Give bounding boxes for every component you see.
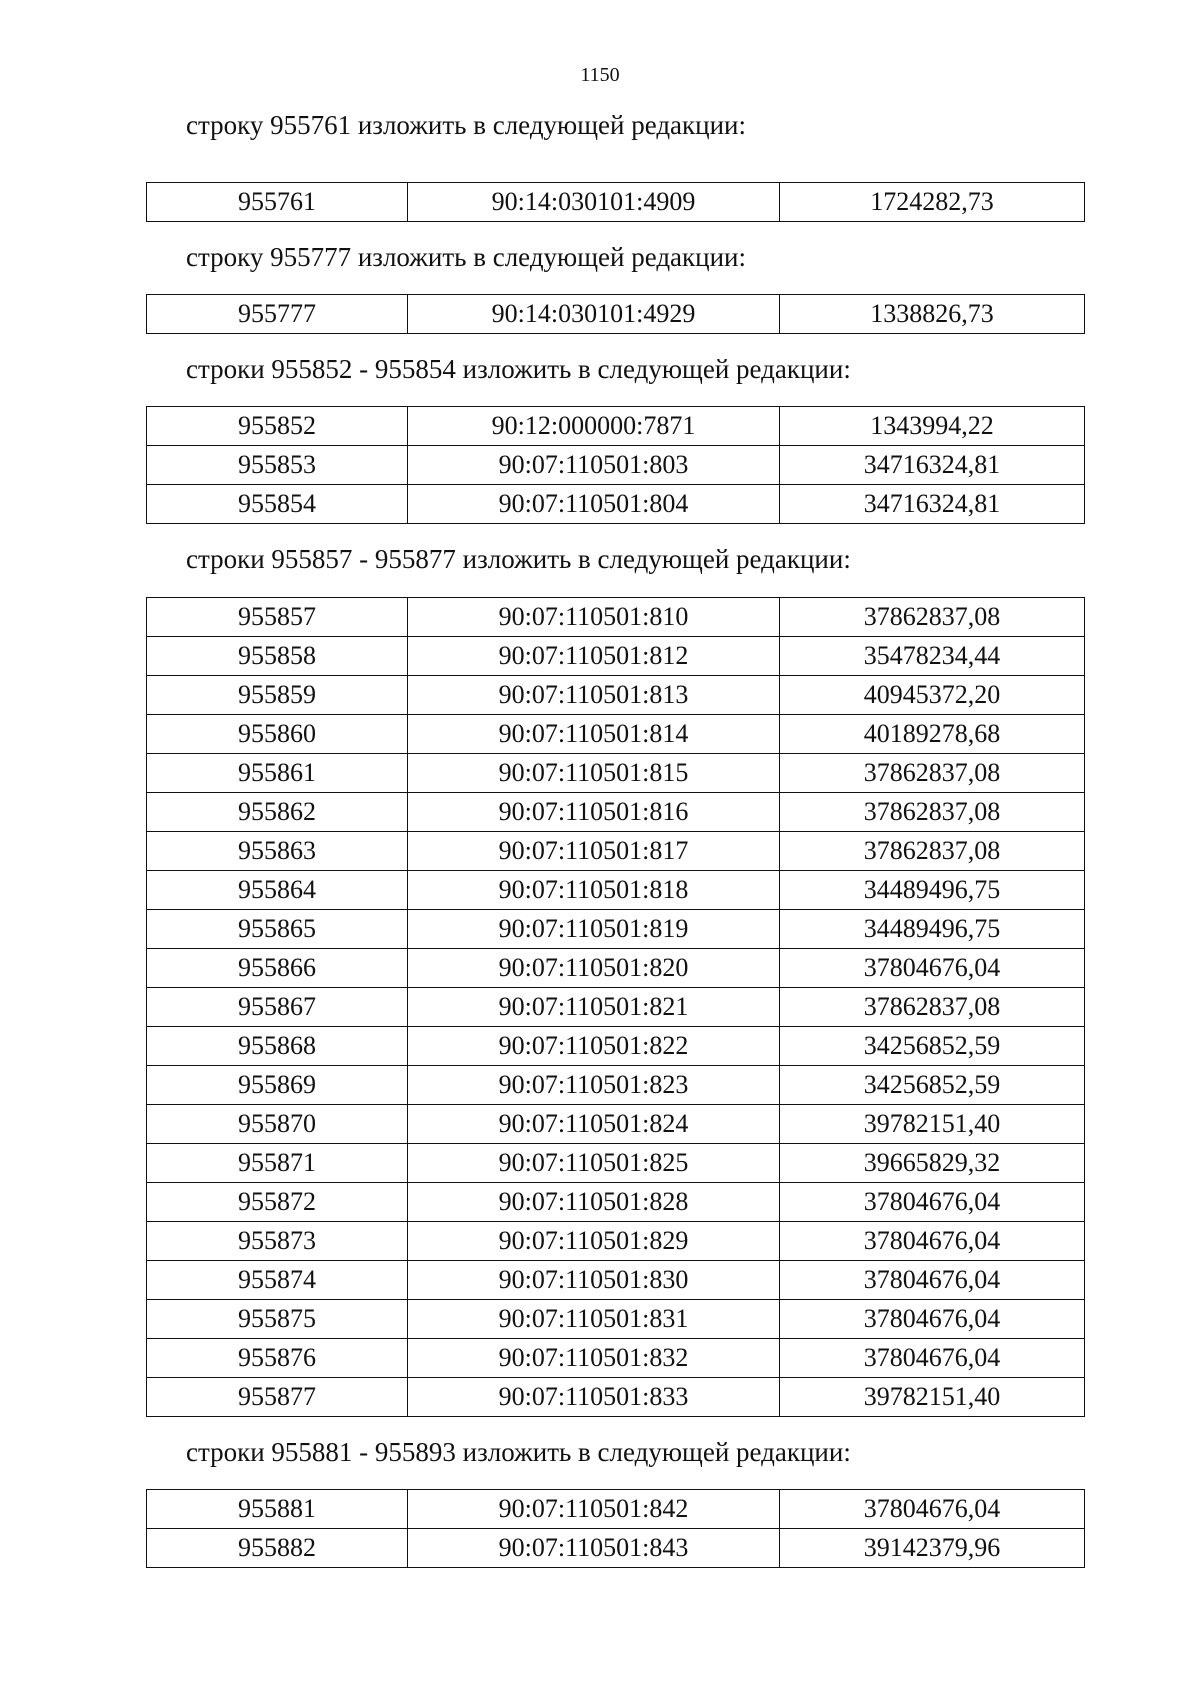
value-cell: 37862837,08 [780, 832, 1085, 871]
value-cell: 34256852,59 [780, 1066, 1085, 1105]
table-row [147, 1105, 1085, 1144]
row-number-cell: 955875 [147, 1300, 408, 1339]
cadastral-number-cell: 90:07:110501:822 [408, 1027, 780, 1066]
value-cell: 37804676,04 [780, 1261, 1085, 1300]
data-table [146, 406, 1085, 524]
value-cell: 39142379,96 [780, 1529, 1085, 1568]
data-table [146, 294, 1085, 334]
cadastral-number-cell: 90:07:110501:833 [408, 1378, 780, 1417]
cadastral-number-cell: 90:07:110501:832 [408, 1339, 780, 1378]
cadastral-number-cell: 90:07:110501:830 [408, 1261, 780, 1300]
row-number-cell: 955877 [147, 1378, 408, 1417]
cadastral-number-cell: 90:07:110501:817 [408, 832, 780, 871]
cadastral-number-cell: 90:07:110501:842 [408, 1490, 780, 1529]
value-cell: 37804676,04 [780, 1490, 1085, 1529]
data-table [146, 1489, 1085, 1568]
row-number-cell: 955865 [147, 910, 408, 949]
value-cell: 37804676,04 [780, 1339, 1085, 1378]
section-caption: строку 955777 изложить в следующей редакции: [186, 242, 747, 272]
table-row [147, 832, 1085, 871]
table-row [147, 793, 1085, 832]
table-row [147, 1222, 1085, 1261]
cadastral-number-cell: 90:07:110501:818 [408, 871, 780, 910]
row-number-cell: 955881 [147, 1490, 408, 1529]
value-cell: 1343994,22 [780, 407, 1085, 446]
cadastral-number-cell: 90:07:110501:819 [408, 910, 780, 949]
cadastral-number-cell: 90:12:000000:7871 [408, 407, 780, 446]
row-number-cell: 955868 [147, 1027, 408, 1066]
row-number-cell: 955857 [147, 598, 408, 637]
row-number-cell: 955860 [147, 715, 408, 754]
row-number-cell: 955869 [147, 1066, 408, 1105]
table-row [147, 1066, 1085, 1105]
value-cell: 37804676,04 [780, 1300, 1085, 1339]
row-number-cell: 955882 [147, 1529, 408, 1568]
row-number-cell: 955858 [147, 637, 408, 676]
value-cell: 39665829,32 [780, 1144, 1085, 1183]
row-number-cell: 955861 [147, 754, 408, 793]
table-row [147, 715, 1085, 754]
cadastral-number-cell: 90:07:110501:815 [408, 754, 780, 793]
cadastral-number-cell: 90:07:110501:829 [408, 1222, 780, 1261]
cadastral-number-cell: 90:07:110501:804 [408, 485, 780, 524]
row-number-cell: 955761 [147, 183, 408, 222]
table-row [147, 1490, 1085, 1529]
section-caption: строки 955852 - 955854 изложить в следующей редакции: [186, 354, 851, 384]
row-number-cell: 955854 [147, 485, 408, 524]
row-number-cell: 955862 [147, 793, 408, 832]
cadastral-number-cell: 90:14:030101:4909 [408, 183, 780, 222]
row-number-cell: 955859 [147, 676, 408, 715]
row-number-cell: 955852 [147, 407, 408, 446]
table-row [147, 1183, 1085, 1222]
table-row [147, 1529, 1085, 1568]
value-cell: 37862837,08 [780, 988, 1085, 1027]
cadastral-number-cell: 90:07:110501:823 [408, 1066, 780, 1105]
table-row [147, 988, 1085, 1027]
row-number-cell: 955873 [147, 1222, 408, 1261]
row-number-cell: 955874 [147, 1261, 408, 1300]
value-cell: 37862837,08 [780, 598, 1085, 637]
section-caption: строку 955761 изложить в следующей редакции: [186, 110, 747, 140]
table-row [147, 949, 1085, 988]
value-cell: 39782151,40 [780, 1105, 1085, 1144]
table-row [147, 485, 1085, 524]
value-cell: 34716324,81 [780, 446, 1085, 485]
section-caption: строки 955881 - 955893 изложить в следующей редакции: [186, 1437, 851, 1467]
row-number-cell: 955866 [147, 949, 408, 988]
row-number-cell: 955872 [147, 1183, 408, 1222]
cadastral-number-cell: 90:07:110501:803 [408, 446, 780, 485]
table-row [147, 1300, 1085, 1339]
cadastral-number-cell: 90:07:110501:820 [408, 949, 780, 988]
row-number-cell: 955876 [147, 1339, 408, 1378]
table-row [147, 1027, 1085, 1066]
row-number-cell: 955871 [147, 1144, 408, 1183]
cadastral-number-cell: 90:14:030101:4929 [408, 295, 780, 334]
cadastral-number-cell: 90:07:110501:812 [408, 637, 780, 676]
table-row [147, 676, 1085, 715]
value-cell: 37862837,08 [780, 754, 1085, 793]
value-cell: 34256852,59 [780, 1027, 1085, 1066]
cadastral-number-cell: 90:07:110501:825 [408, 1144, 780, 1183]
cadastral-number-cell: 90:07:110501:831 [408, 1300, 780, 1339]
value-cell: 34489496,75 [780, 871, 1085, 910]
table-row [147, 871, 1085, 910]
cadastral-number-cell: 90:07:110501:843 [408, 1529, 780, 1568]
value-cell: 34489496,75 [780, 910, 1085, 949]
value-cell: 1724282,73 [780, 183, 1085, 222]
cadastral-number-cell: 90:07:110501:824 [408, 1105, 780, 1144]
value-cell: 39782151,40 [780, 1378, 1085, 1417]
table-row [147, 598, 1085, 637]
cadastral-number-cell: 90:07:110501:814 [408, 715, 780, 754]
row-number-cell: 955863 [147, 832, 408, 871]
table-row [147, 1144, 1085, 1183]
value-cell: 37804676,04 [780, 1183, 1085, 1222]
row-number-cell: 955853 [147, 446, 408, 485]
row-number-cell: 955867 [147, 988, 408, 1027]
cadastral-number-cell: 90:07:110501:816 [408, 793, 780, 832]
data-table [146, 182, 1085, 222]
cadastral-number-cell: 90:07:110501:813 [408, 676, 780, 715]
cadastral-number-cell: 90:07:110501:828 [408, 1183, 780, 1222]
table-row [147, 1378, 1085, 1417]
table-row [147, 183, 1085, 222]
table-row [147, 407, 1085, 446]
value-cell: 37804676,04 [780, 1222, 1085, 1261]
cadastral-number-cell: 90:07:110501:810 [408, 598, 780, 637]
row-number-cell: 955864 [147, 871, 408, 910]
data-table [146, 597, 1085, 1417]
table-row [147, 1261, 1085, 1300]
table-row [147, 295, 1085, 334]
value-cell: 40945372,20 [780, 676, 1085, 715]
table-row [147, 910, 1085, 949]
table-row [147, 754, 1085, 793]
row-number-cell: 955777 [147, 295, 408, 334]
page-number: 1150 [580, 64, 620, 86]
section-caption: строки 955857 - 955877 изложить в следующей редакции: [186, 544, 851, 574]
value-cell: 40189278,68 [780, 715, 1085, 754]
table-row [147, 1339, 1085, 1378]
value-cell: 1338826,73 [780, 295, 1085, 334]
table-row [147, 446, 1085, 485]
value-cell: 37804676,04 [780, 949, 1085, 988]
cadastral-number-cell: 90:07:110501:821 [408, 988, 780, 1027]
value-cell: 35478234,44 [780, 637, 1085, 676]
value-cell: 37862837,08 [780, 793, 1085, 832]
value-cell: 34716324,81 [780, 485, 1085, 524]
row-number-cell: 955870 [147, 1105, 408, 1144]
table-row [147, 637, 1085, 676]
